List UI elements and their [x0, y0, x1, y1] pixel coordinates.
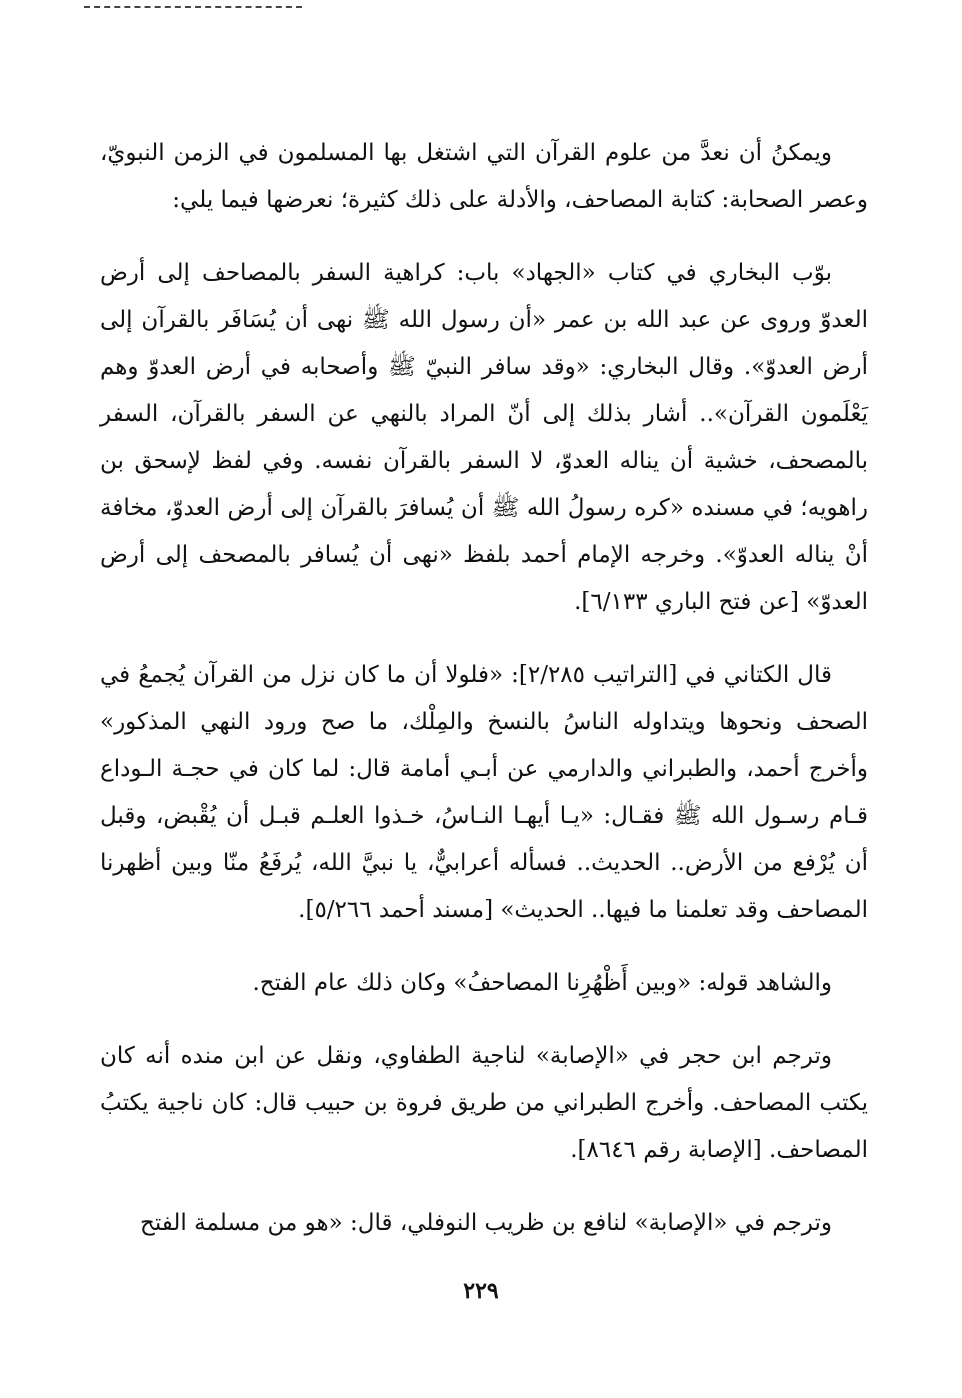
page-number: ٢٢٩: [463, 1278, 499, 1304]
paragraph-kattani: قال الكتاني في [التراتيب ٢/٢٨٥]: «فلولا أن ما كان نزل من القرآن يُجمعُ في الصحف ونحوها ويتداوله الناسُ بالنسخ والمِلْك، ما صح ورود النهي المذكور» وأخرج أحمد، والطبراني والدارمي عن أبـي أمامة قال: لما كان في حجـة الـوداع قـام رسـول الله ﷺ فقـال: «يـا أيهـا النـاسُ، خـذوا العلـم قبـل أن يُقْبض، وقبل أن يُرْفع من الأرض.. الحديث.. فسأله أعرابيٌّ، يا نبيَّ الله، يُرفَعُ منّا وبين أظهرنا المصاحف وقد تعلمنا ما فيها.. الحديث» [مسند أحمد ٥/٢٦٦].: [100, 662, 868, 923]
paragraph-ibn-hajar: وترجم ابن حجر في «الإصابة» لناجية الطفاوي، ونقل عن ابن منده أنه كان يكتب المصاحف. وأخرج الطبراني من طريق فروة بن حبيب قال: كان ناجية يكتبُ المصاحف. [الإصابة رقم ٨٦٤٦].: [100, 1043, 868, 1163]
paragraph-witness: والشاهد قوله: «وبين أَظْهُرِنا المصاحفُ» وكان ذلك عام الفتح.: [252, 970, 832, 996]
paragraph-isaba: وترجم في «الإصابة» لنافع بن ظريب النوفلي، قال: «هو من مسلمة الفتح: [139, 1210, 832, 1236]
paragraph-bukhari: بوّب البخاري في كتاب «الجهاد» باب: كراهية السفر بالمصاحف إلى أرض العدوّ وروى عن عبد الله بن عمر «أن رسول الله ﷺ نهى أن يُسَافَر بالقرآن إلى أرض العدوّ». وقال البخاري: «وقد سافر النبيّ ﷺ وأصحابه في أرض العدوّ وهم يَعْلَمون القرآن».. أشار بذلك إلى أنّ المراد بالنهي عن السفر بالقرآن، السفر بالمصحف، خشية أن يناله العدوّ، لا السفر بالقرآن نفسه. وفي لفظ لإسحق بن راهويه؛ في مسنده «كره رسولُ الله ﷺ أن يُسافرَ بالقرآن إلى أرض العدوّ، مخافة أنْ يناله العدوّ». وخرجه الإمام أحمد بلفظ «نهى أن يُسافر بالمصحف إلى أرض العدوّ» [عن فتح الباري ٦/١٣٣].: [100, 260, 868, 615]
header-dashed-rule: [84, 6, 302, 8]
page-body: [100, 130, 868, 1273]
paragraph-intro: ويمكنُ أن نعدَّ من علوم القرآن التي اشتغل بها المسلمون في الزمن النبويّ، وعصر الصحابة: كتابة المصاحف، والأدلة على ذلك كثيرة؛ نعرضها فيما يلي:: [100, 140, 868, 213]
